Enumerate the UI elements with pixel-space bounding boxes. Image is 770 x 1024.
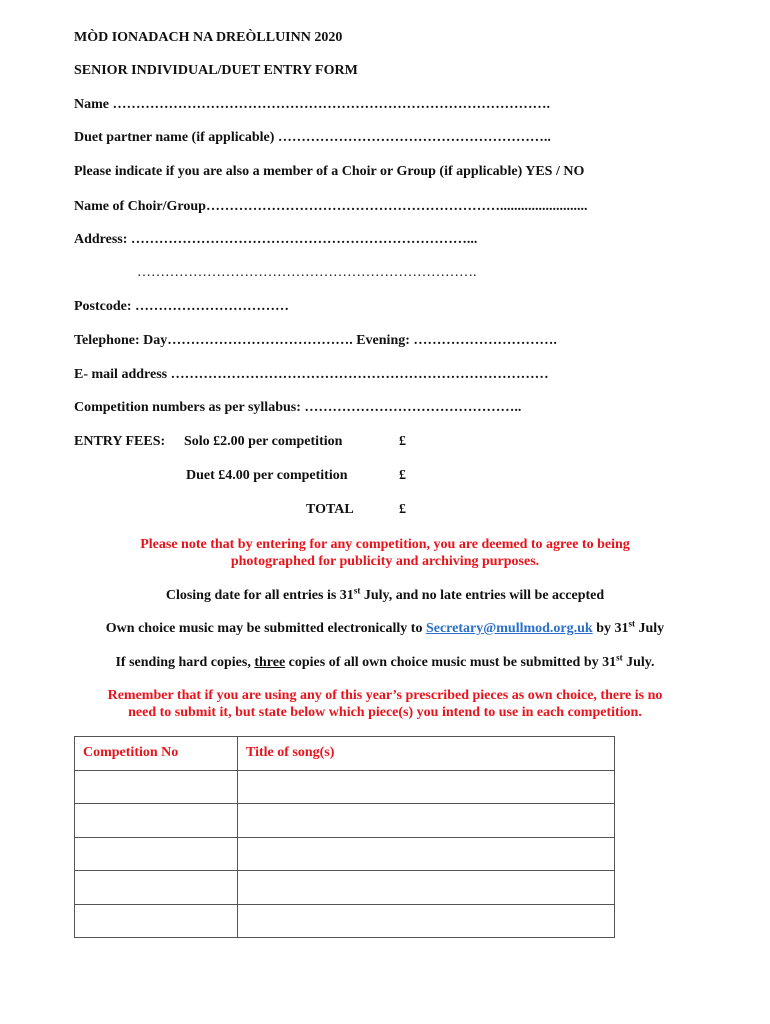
- form-subtitle: SENIOR INDIVIDUAL/DUET ENTRY FORM: [74, 63, 358, 78]
- closing-date-notice: [0, 587, 770, 604]
- table-row: [75, 871, 615, 905]
- own-sup: st: [628, 618, 635, 629]
- choir-member-question[interactable]: Please indicate if you are also a member of a Choir or Group (if applicable) YES / NO: [74, 164, 585, 179]
- duet-fee-label: Duet £4.00 per competition: [186, 468, 348, 483]
- telephone-field[interactable]: Telephone: Day…………………………………. Evening: ………………………….: [74, 333, 557, 348]
- header-title: Title of song(s): [238, 737, 615, 771]
- title-cell[interactable]: [238, 804, 615, 838]
- choir-name-field[interactable]: Name of Choir/Group……………………………………………………….........................: [74, 199, 588, 214]
- competition-numbers-field[interactable]: Competition numbers as per syllabus: ………………………………………..: [74, 400, 522, 415]
- title-cell[interactable]: [238, 904, 615, 938]
- duet-partner-field[interactable]: Duet partner name (if applicable) …………………………………………………..: [74, 130, 551, 145]
- entry-fees-label: ENTRY FEES:: [74, 434, 166, 449]
- own-text-2: by 31: [592, 621, 629, 636]
- remember-notice-line-2: need to submit it, but state below which piece(s) you intend to use in each competition.: [128, 705, 642, 720]
- competition-cell[interactable]: [75, 770, 238, 804]
- hard-text-3: July.: [622, 655, 655, 670]
- solo-fee-amount[interactable]: £: [399, 434, 406, 449]
- table-row: [75, 904, 615, 938]
- duet-fee-amount[interactable]: £: [399, 468, 406, 483]
- form-title: MÒD IONADACH NA DREÒLLUINN 2020: [74, 30, 343, 45]
- competition-cell[interactable]: [75, 804, 238, 838]
- photo-notice-line-1: Please note that by entering for any competition, you are deemed to agree to being: [140, 537, 630, 552]
- photo-notice-line-2: photographed for publicity and archiving purposes.: [230, 554, 540, 569]
- total-label: TOTAL: [306, 502, 354, 517]
- own-text: Own choice music may be submitted electronically to: [105, 621, 426, 636]
- title-cell[interactable]: [238, 837, 615, 871]
- own-choice-notice: [0, 620, 770, 637]
- table-row: [75, 804, 615, 838]
- title-cell[interactable]: [238, 871, 615, 905]
- header-competition-no: Competition No: [75, 737, 238, 771]
- title-cell[interactable]: [238, 770, 615, 804]
- email-field[interactable]: E- mail address ………………………………………………………………………: [74, 367, 549, 382]
- hard-copies-notice: [0, 654, 770, 671]
- remember-notice-line-1: Remember that if you are using any of this year’s prescribed pieces as own choice, there is no: [107, 688, 663, 703]
- total-amount[interactable]: £: [399, 502, 406, 517]
- closing-text: Closing date for all entries is 31: [165, 588, 354, 603]
- table-row: [75, 770, 615, 804]
- address-line-2[interactable]: ……………………………………………………………….: [137, 265, 477, 280]
- secretary-email-link[interactable]: Secretary@mullmod.org.uk: [425, 621, 593, 636]
- closing-text-2: July, and no late entries will be accepted: [360, 588, 605, 603]
- competition-cell[interactable]: [75, 904, 238, 938]
- closing-sup: st: [353, 585, 361, 596]
- solo-fee-label: Solo £2.00 per competition: [184, 434, 343, 449]
- address-field[interactable]: Address: ………………………………………………………………...: [74, 232, 478, 247]
- competition-cell[interactable]: [75, 837, 238, 871]
- competition-cell[interactable]: [75, 871, 238, 905]
- postcode-field[interactable]: Postcode: ……………………………: [74, 299, 290, 314]
- hard-underline: three: [254, 655, 286, 670]
- table-row: [75, 837, 615, 871]
- song-table: [74, 736, 615, 938]
- hard-text: If sending hard copies,: [115, 655, 255, 670]
- own-text-3: July: [635, 621, 665, 636]
- table-header-row: [75, 737, 615, 771]
- name-field[interactable]: Name ………………………………………………………………………………….: [74, 97, 550, 112]
- hard-text-2: copies of all own choice music must be submitted by 31: [285, 655, 617, 670]
- hard-sup: st: [616, 652, 623, 663]
